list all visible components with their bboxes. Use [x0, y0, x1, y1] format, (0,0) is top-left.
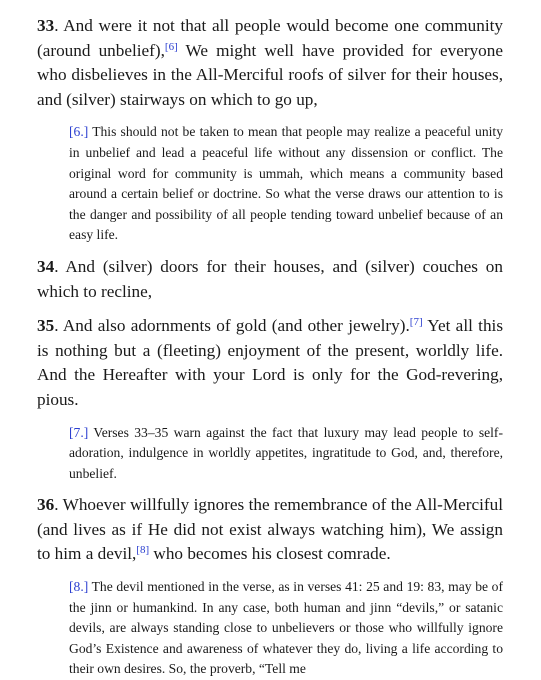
verse-number: 34	[37, 256, 55, 276]
footnote-8	[69, 577, 503, 680]
footnote-ref-8[interactable]: [8]	[136, 544, 150, 557]
footnote-6	[69, 122, 503, 246]
verse-number: 35	[37, 316, 55, 336]
footnote-text: This should not be taken to mean that people may realize a peaceful unity in unbelief and lead a peaceful life without any dissension or conflict. The original word for community is ummah, which means a community based around a certain belief or doctrine. So what the verse draws our attention to is the danger and possibility of all people tending toward unbelief because of an easy life.	[69, 124, 503, 243]
footnote-7	[69, 423, 503, 485]
verse-text: We might well have provided for everyone who disbelieves in the All-Merciful roofs of silver for their houses, and (silver) stairways on which to go up,	[37, 40, 503, 109]
verse-text: Yet all this is nothing but a (fleeting) enjoyment of the present, worldly life. And the Hereafter with your Lord is only for the God-revering, pious.	[37, 316, 504, 409]
verse-34	[37, 255, 503, 304]
verse-number: 36	[37, 495, 55, 515]
footnote-ref-6[interactable]: [6]	[164, 40, 178, 53]
verse-text: . And (silver) doors for their houses, and (silver) couches on which to recline,	[37, 256, 503, 301]
verse-35	[37, 314, 503, 412]
footnote-ref-7[interactable]: [7]	[409, 316, 423, 329]
verse-text: . And were it not that all people would become one community (around unbelief),	[37, 16, 503, 60]
verse-text: who becomes his closest comrade.	[149, 544, 391, 564]
footnote-label[interactable]: [7.]	[69, 424, 89, 440]
verse-number: 33	[37, 16, 55, 35]
footnote-label[interactable]: [6.]	[69, 124, 89, 140]
footnote-label[interactable]: [8.]	[69, 579, 89, 595]
footnote-text: The devil mentioned in the verse, as in verses 41: 25 and 19: 83, may be of the jinn or humankind. In any case, both human and jinn “devils,” or satanic devils, are always standing close to unbelievers or those who willfully ignore God’s Existence and awareness of whatever they do, living a life according to their own desires. So, the proverb, “Tell me	[69, 579, 503, 677]
verse-36	[37, 493, 503, 567]
verse-text: . And also adornments of gold (and other jewelry).	[54, 316, 410, 336]
document-page	[37, 14, 503, 680]
footnote-text: Verses 33–35 warn against the fact that luxury may lead people to self-adoration, indulgence in worldly appetites, ingratitude to God, and, therefore, unbelief.	[69, 424, 503, 481]
verse-33	[37, 14, 503, 112]
verse-text: . Whoever willfully ignores the remembrance of the All-Merciful (and lives as if He did not exist always watching him), We assign to him a devil,	[37, 495, 503, 564]
